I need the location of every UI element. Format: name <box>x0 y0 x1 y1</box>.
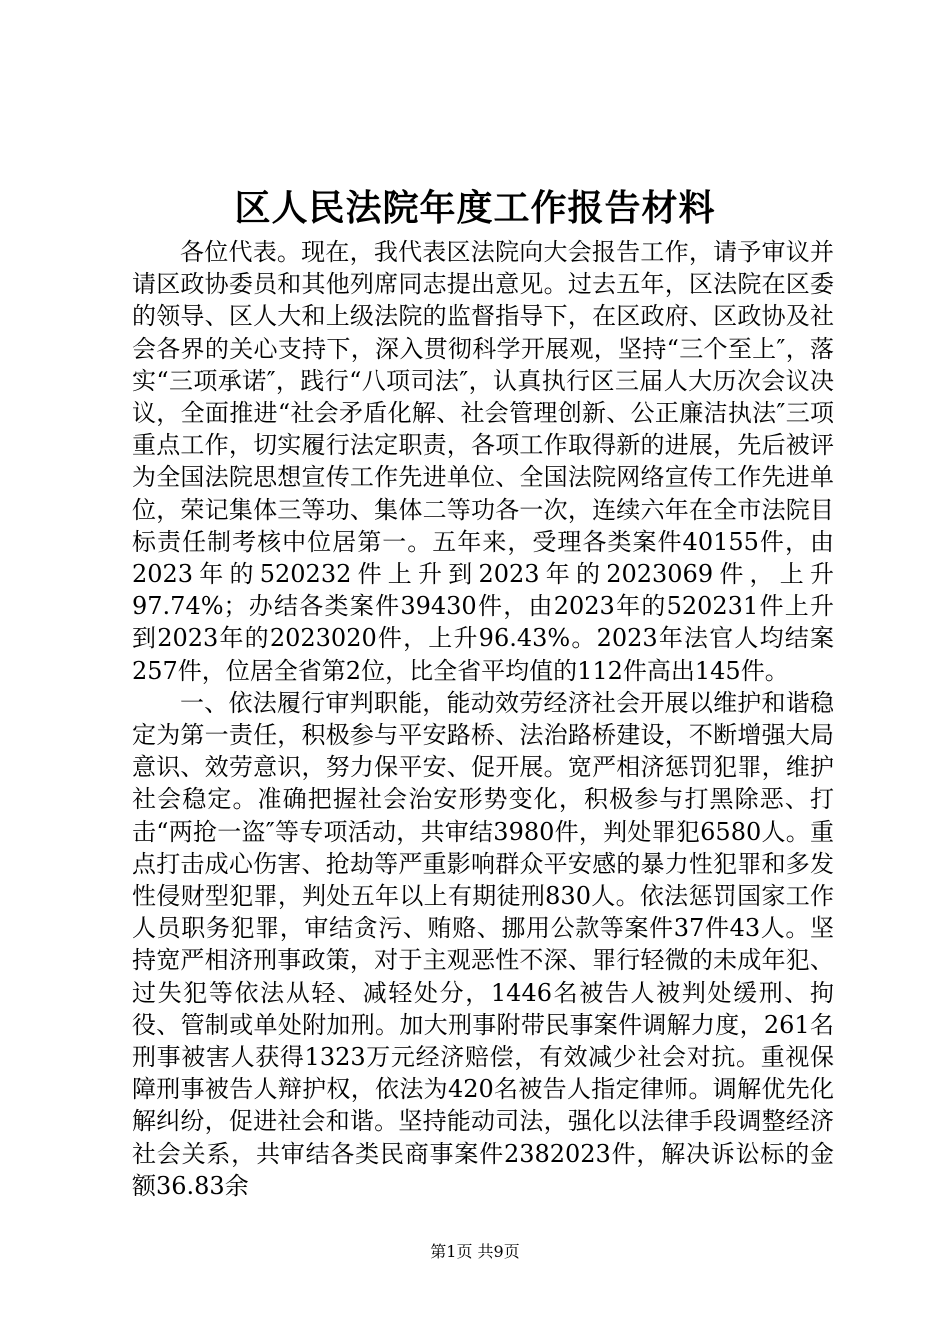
body-paragraph: 一、依法履行审判职能，能动效劳经济社会开展以维护和谐稳定为第一责任，积极参与平安路桥、法治路桥建设，不断增强大局意识、效劳意识，努力保平安、促开展。宽严相济惩罚犯罪，维护社会稳定。准确把握社会治安形势变化，积极参与打黑除恶、打击“两抢一盗″等专项活动，共审结3980件，判处罪犯6580人。重点打击成心伤害、抢劫等严重影响群众平安感的暴力性犯罪和多发性侵财型犯罪，判处五年以上有期徒刑830人。依法惩罚国家工作人员职务犯罪，审结贪污、贿赂、挪用公款等案件37件43人。坚持宽严相济刑事政策，对于主观恶性不深、罪行轻微的未成年犯、过失犯等依法从轻、减轻处分，1446名被告人被判处缓刑、拘役、管制或单处附加刑。加大刑事附带民事案件调解力度，261名刑事被害人获得1323万元经济赔偿，有效减少社会对抗。重视保障刑事被告人辩护权，依法为420名被告人指定律师。调解优先化解纠纷，促进社会和谐。坚持能动司法，强化以法律手段调整经济社会关系，共审结各类民商事案件2382023件，解决诉讼标的金额36.83余 <box>132 688 834 1200</box>
body-paragraph: 各位代表。现在，我代表区法院向大会报告工作，请予审议并请区政协委员和其他列席同志提出意见。过去五年，区法院在区委的领导、区人大和上级法院的监督指导下，在区政府、区政协及社会各界的关心支持下，深入贯彻科学开展观，坚持“三个至上″，落实“三项承诺″，践行“八项司法″，认真执行区三届人大历次会议决议，全面推进“社会矛盾化解、社会管理创新、公正廉洁执法″三项重点工作，切实履行法定职责，各项工作取得新的进展，先后被评为全国法院思想宣传工作先进单位、全国法院网络宣传工作先进单位，荣记集体三等功、集体二等功各一次，连续六年在全市法院目标责任制考核中位居第一。五年来，受理各类案件40155件，由2023年的520232件上升到2023年的2023069件，上升97.74%；办结各类案件39430件，由2023年的520231件上升到2023年的2023020件，上升96.43%。2023年法官人均结案257件，位居全省第2位，比全省平均值的112件高出145件。 <box>132 238 834 685</box>
document-body <box>132 236 834 1202</box>
document-title: 区人民法院年度工作报告材料 <box>234 187 716 229</box>
page-footer: 第1页 共9页 <box>430 1242 520 1261</box>
